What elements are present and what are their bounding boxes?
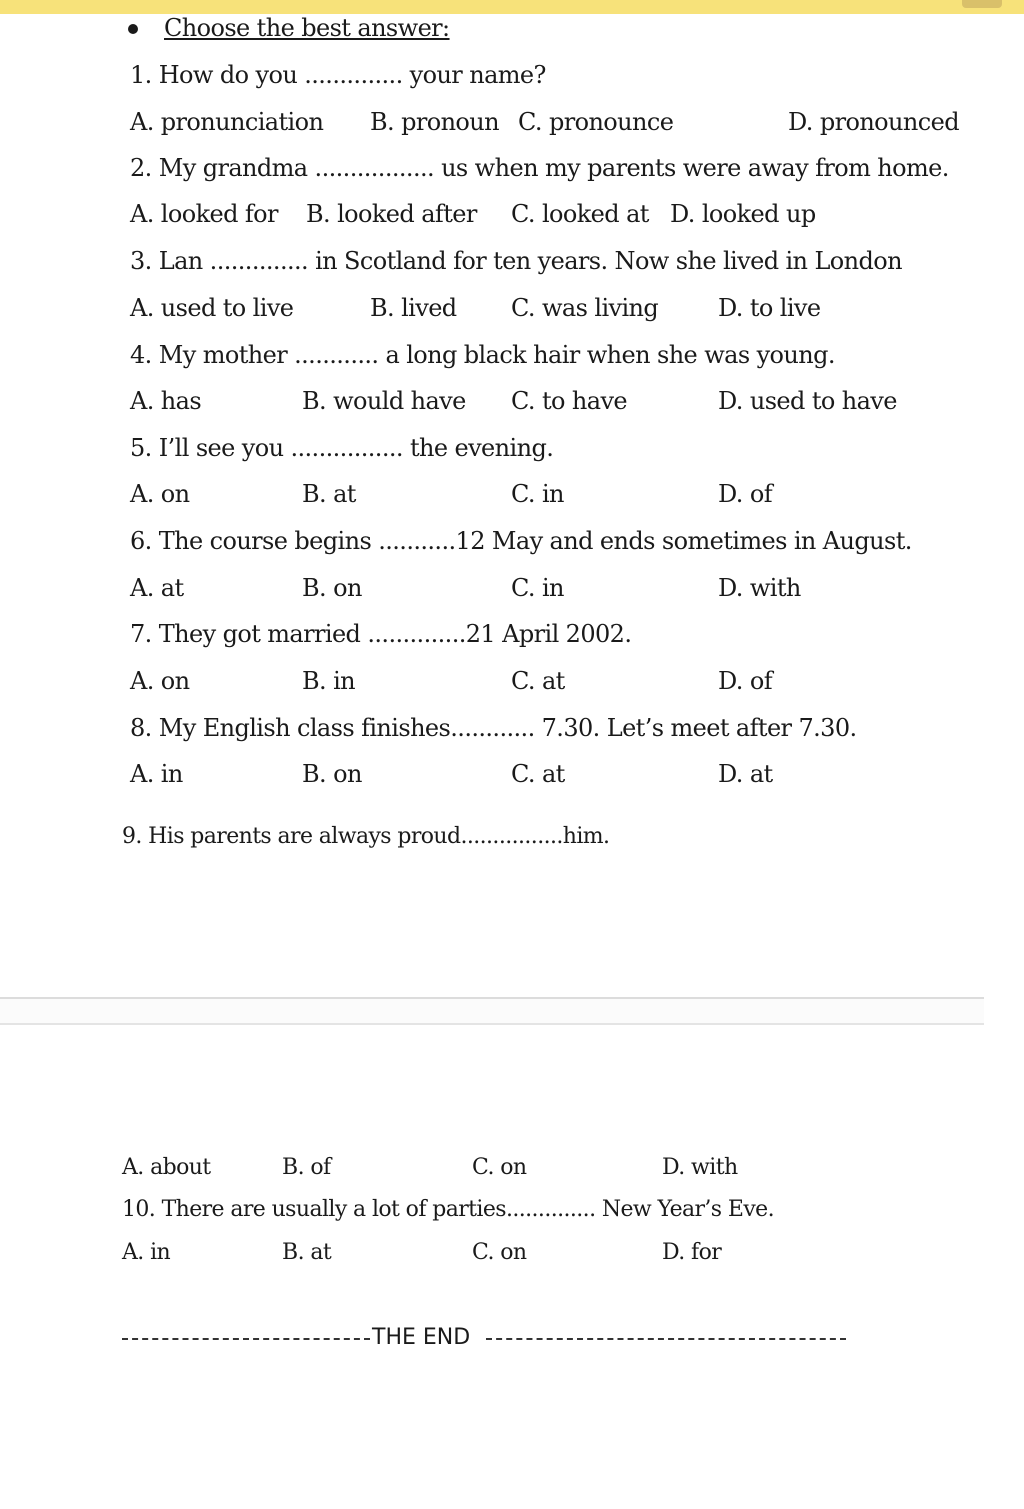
q3-option-d: D. to live — [718, 294, 821, 322]
q10-option-a: A. in — [122, 1240, 171, 1265]
question-9: 9. His parents are always proud................him. — [122, 824, 610, 849]
q5-option-c: C. in — [511, 480, 564, 508]
q8-option-c: C. at — [511, 760, 565, 788]
q2-option-c: C. looked at — [511, 200, 649, 228]
q8-option-a: A. in — [130, 760, 183, 788]
q3-option-c: C. was living — [511, 294, 659, 322]
q5-option-a: A. on — [130, 480, 190, 508]
q8-option-b: B. on — [302, 760, 362, 788]
end-dashed-line-left — [122, 1338, 370, 1340]
q4-option-b: B. would have — [302, 387, 466, 415]
q10-option-c: C. on — [472, 1240, 527, 1265]
worksheet-heading: Choose the best answer: — [164, 14, 450, 42]
q5-option-b: B. at — [302, 480, 356, 508]
q4-option-d: D. used to have — [718, 387, 897, 415]
q1-option-c: C. pronounce — [518, 108, 674, 136]
q9-option-b: B. of — [282, 1155, 331, 1180]
question-10: 10. There are usually a lot of parties.............. New Year’s Eve. — [122, 1197, 774, 1222]
page-break-band — [0, 999, 984, 1023]
q7-option-a: A. on — [130, 667, 190, 695]
q7-option-b: B. in — [302, 667, 356, 695]
q5-option-d: D. of — [718, 480, 772, 508]
question-2: 2. My grandma ................. us when my parents were away from home. — [130, 154, 949, 182]
q6-option-d: D. with — [718, 574, 801, 602]
q8-option-d: D. at — [718, 760, 773, 788]
q10-option-b: B. at — [282, 1240, 332, 1265]
q3-option-b: B. lived — [370, 294, 457, 322]
question-8: 8. My English class finishes............ 7.30. Let’s meet after 7.30. — [130, 714, 857, 742]
q10-option-d: D. for — [662, 1240, 722, 1265]
page-break-line-bottom — [0, 1023, 984, 1025]
question-1: 1. How do you .............. your name? — [130, 61, 546, 89]
q2-option-b: B. looked after — [306, 200, 477, 228]
q6-option-a: A. at — [130, 574, 184, 602]
q1-option-b: B. pronoun — [370, 108, 500, 136]
q6-option-b: B. on — [302, 574, 362, 602]
top-highlight-bar — [0, 0, 1024, 14]
q2-option-d: D. looked up — [670, 200, 816, 228]
q9-option-d: D. with — [662, 1155, 738, 1180]
question-3: 3. Lan .............. in Scotland for ten years. Now she lived in London — [130, 247, 902, 275]
bullet-icon — [128, 24, 138, 34]
q7-option-c: C. at — [511, 667, 565, 695]
q1-option-a: A. pronunciation — [130, 108, 324, 136]
end-text: THE END — [372, 1325, 471, 1350]
q3-option-a: A. used to live — [130, 294, 294, 322]
question-5: 5. I’ll see you ................ the evening. — [130, 434, 554, 462]
q4-option-a: A. has — [130, 387, 202, 415]
q1-option-d: D. pronounced — [788, 108, 959, 136]
question-7: 7. They got married ..............21 April 2002. — [130, 620, 632, 648]
q9-option-c: C. on — [472, 1155, 527, 1180]
top-bar-tab — [962, 0, 1002, 8]
q6-option-c: C. in — [511, 574, 564, 602]
question-6: 6. The course begins ...........12 May and ends sometimes in August. — [130, 527, 912, 555]
page-break-line-top — [0, 997, 984, 999]
q2-option-a: A. looked for — [130, 200, 278, 228]
end-dashed-line-right — [486, 1338, 846, 1340]
q7-option-d: D. of — [718, 667, 772, 695]
question-4: 4. My mother ............ a long black hair when she was young. — [130, 341, 835, 369]
q9-option-a: A. about — [122, 1155, 211, 1180]
q4-option-c: C. to have — [511, 387, 628, 415]
